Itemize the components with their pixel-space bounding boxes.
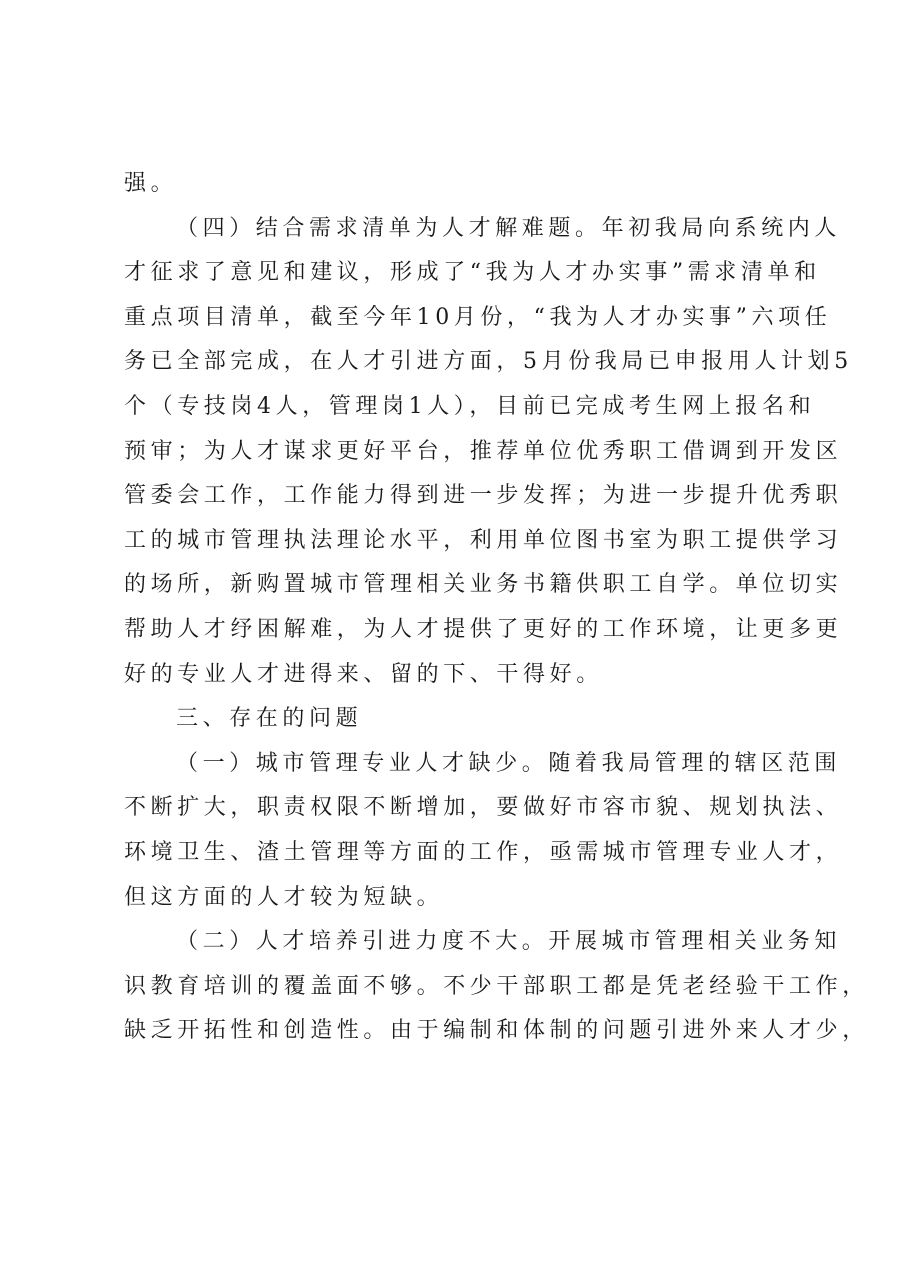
text-line-3: 才征求了意见和建议，形成了“我为人才办实事”需求清单和 [124, 260, 821, 286]
text-line-8: 管委会工作，工作能力得到进一步发挥；为进一步提升优秀职 [124, 483, 843, 509]
text-line-4: 重点项目清单，截至今年10月份，“我为人才办实事”六项任 [124, 304, 832, 330]
text-line-12: 好的专业人才进得来、留的下、干得好。 [124, 661, 603, 687]
paragraph-four-heading-line: （四）结合需求清单为人才解难题。年初我局向系统内人 [176, 215, 842, 241]
text-line-20: 缺乏开拓性和创造性。由于编制和体制的问题引进外来人才少， [124, 1018, 869, 1044]
text-line-9: 工的城市管理执法理论水平，利用单位图书室为职工提供学习 [124, 527, 843, 553]
text-line-1: 强。 [124, 171, 178, 196]
text-line-7: 预审；为人才谋求更好平台，推荐单位优秀职工借调到开发区 [124, 438, 843, 464]
document-body [124, 162, 869, 1054]
text-line-19: 识教育培训的覆盖面不够。不少干部职工都是凭老经验干工作， [124, 973, 869, 999]
text-line-15: 不断扩大，职责权限不断增加，要做好市容市貌、规划执法、 [124, 795, 843, 821]
text-line-6: 个（专技岗4人，管理岗1人），目前已完成考生网上报名和 [124, 393, 816, 419]
text-line-5: 务已全部完成，在人才引进方面，5月份我局已申报用人计划5 [124, 349, 853, 375]
text-line-16: 环境卫生、渣土管理等方面的工作，亟需城市管理专业人才， [124, 839, 843, 865]
paragraph-one-heading-line: （一）城市管理专业人才缺少。随着我局管理的辖区范围 [176, 750, 842, 776]
paragraph-two-heading-line: （二）人才培养引进力度不大。开展城市管理相关业务知 [176, 929, 842, 955]
section-three-heading: 三、存在的问题 [176, 706, 363, 732]
text-line-11: 帮助人才纾困解难，为人才提供了更好的工作环境，让更多更 [124, 616, 843, 642]
text-line-10: 的场所，新购置城市管理相关业务书籍供职工自学。单位切实 [124, 572, 843, 598]
text-line-17: 但这方面的人才较为短缺。 [124, 884, 444, 910]
